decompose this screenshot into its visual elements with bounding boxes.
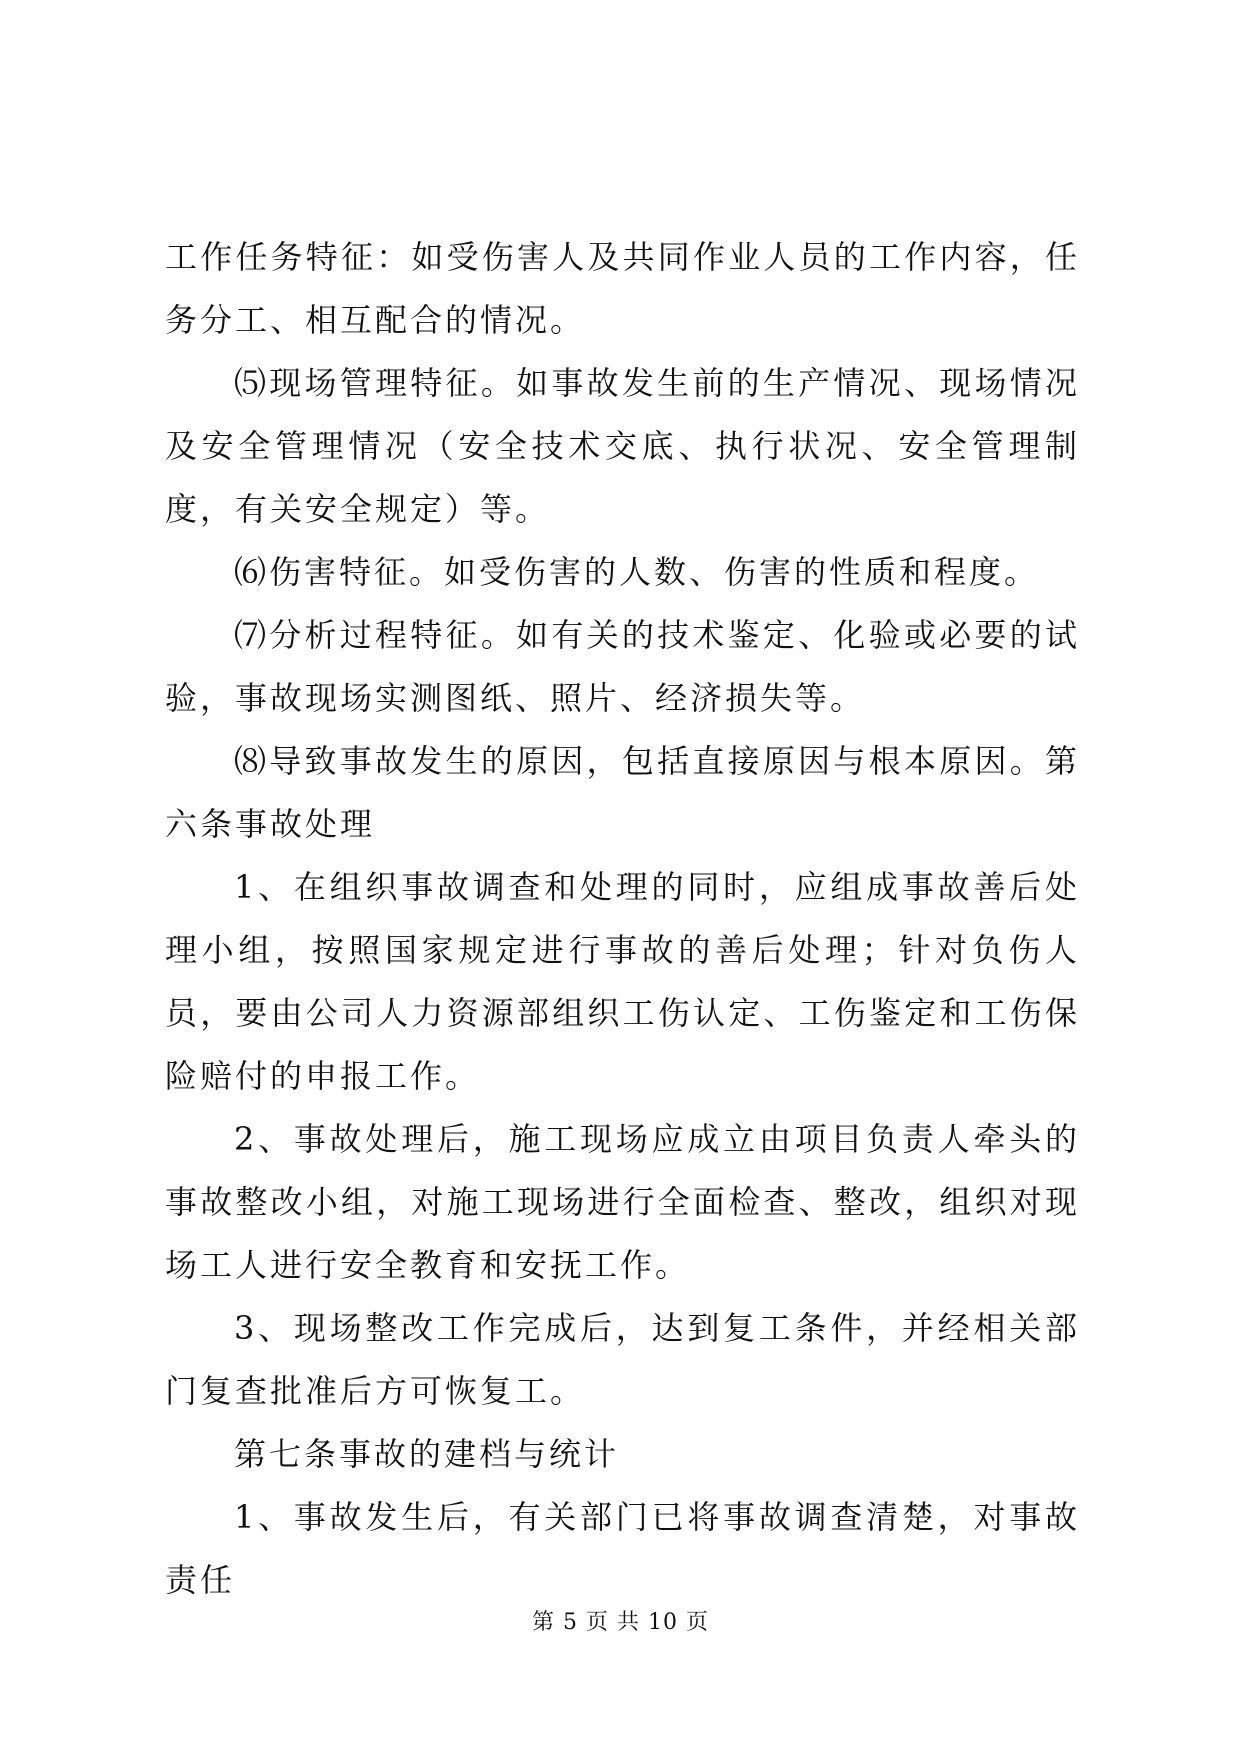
paragraph-2: ⑸现场管理特征。如事故发生前的生产情况、现场情况及安全管理情况（安全技术交底、执行状况、安全管理制度，有关安全规定）等。 bbox=[165, 364, 1080, 528]
paragraph-8: 3、现场整改工作完成后，达到复工条件，并经相关部门复查批准后方可恢复工。 bbox=[165, 1309, 1080, 1410]
paragraph-4: ⑺分析过程特征。如有关的技术鉴定、化验或必要的试验，事故现场实测图纸、照片、经济损失等。 bbox=[165, 616, 1080, 717]
paragraph-9: 第七条事故的建档与统计 bbox=[234, 1435, 620, 1473]
paragraph-5: ⑻导致事故发生的原因，包括直接原因与根本原因。第六条事故处理 bbox=[165, 742, 1080, 843]
paragraph-3: ⑹伤害特征。如受伤害的人数、伤害的性质和程度。 bbox=[234, 553, 1040, 591]
paragraph-10: 1、事故发生后，有关部门已将事故调查清楚，对事故责任 bbox=[165, 1498, 1080, 1599]
paragraph-6: 1、在组织事故调查和处理的同时，应组成事故善后处理小组，按照国家规定进行事故的善后处理；针对负伤人员，要由公司人力资源部组织工伤认定、工伤鉴定和工伤保险赔付的申报工作。 bbox=[165, 868, 1080, 1095]
body-text bbox=[165, 226, 1080, 1612]
paragraph-7: 2、事故处理后，施工现场应成立由项目负责人牵头的事故整改小组，对施工现场进行全面检查、整改，组织对现场工人进行安全教育和安抚工作。 bbox=[165, 1120, 1080, 1284]
paragraph-1: 工作任务特征：如受伤害人及共同作业人员的工作内容，任务分工、相互配合的情况。 bbox=[165, 238, 1080, 339]
page-number-footer: 第 5 页 共 10 页 bbox=[532, 1610, 709, 1635]
